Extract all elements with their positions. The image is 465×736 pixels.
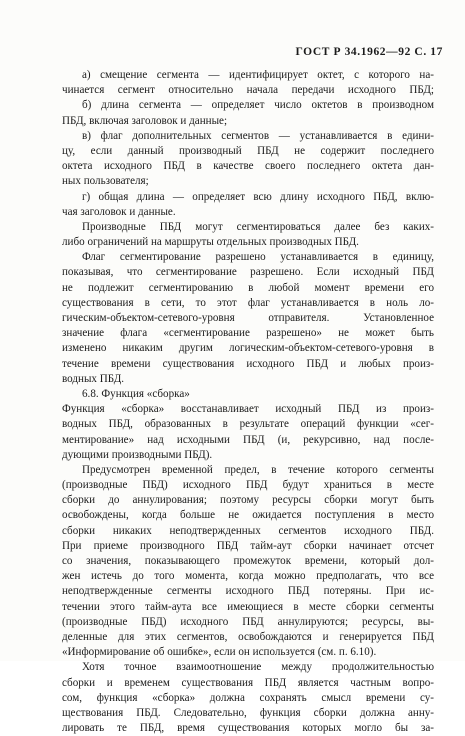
text-line: Предусмотрен временной предел, в течение которого сегменты [82, 463, 434, 476]
text-line: Хотя точное взаимоотношение между продолжительностью [82, 661, 434, 674]
text-line: ментирование» над исходными ПБД (и, рекурсивно, над после- [62, 433, 434, 446]
text-line: в) флаг дополнительных сегментов — устанавливается в едини- [82, 129, 434, 142]
text-line: изменено никаким другим логическим-объектом-сетевого-уровня в [62, 342, 434, 355]
text-line: ПБД, включая заголовок и данные; [62, 114, 228, 127]
text-line: водных ПБД, образованных в результате операций функции «сег- [62, 418, 434, 431]
text-line: сом, функция «сборка» должна сохранять смысл времени су- [62, 691, 434, 704]
page-header: ГОСТ Р 34.1962—92 С. 17 [295, 46, 443, 58]
text-line: освобождены, когда больше не ожидается поступления в место [62, 509, 434, 522]
text-line: не подлежит сегментированию в любой момент времени его [62, 281, 434, 294]
text-line: со значения, показывающего промежуток времени, который дол- [62, 555, 434, 567]
text-line: значение флага «сегментирование разрешено» не может быть [62, 327, 434, 340]
text-line: октета исходного ПБД в качестве своего последнего октета дан- [62, 160, 434, 173]
text-line: г) общая длина — определяет всю длину исходного ПБД, вклю- [82, 190, 434, 203]
text-line: сборки до аннулирования; поэтому ресурсы сборки могут быть [62, 494, 434, 507]
text-line: (производные ПБД) исходного ПБД аннулируются; ресурсы, вы- [62, 615, 434, 628]
text-line: «Информирование об ошибке», если он используется (см. п. 6.10). [62, 646, 377, 659]
body-text [62, 68, 434, 736]
text-line: а) смещение сегмента — идентифицирует октет, с которого на- [82, 69, 434, 81]
text-line: чинается сегмент относительно начала передачи исходного ПБД; [62, 84, 434, 97]
text-line: лировать те ПБД, время существования которых могло бы за- [62, 722, 434, 735]
text-line: ществования ПБД. Следовательно, функция сборки должна анну- [62, 706, 434, 719]
text-line: сборки никаких неподтвержденных сегментов исходного ПБД. [62, 524, 434, 537]
text-line: существования в сети, то этот флаг устанавливается в ноль ло- [62, 296, 434, 309]
text-line: б) длина сегмента — определяет число октетов в производном [82, 99, 434, 112]
text-line: 6.8. Функция «сборка» [82, 387, 190, 400]
text-line: Флаг сегментирование разрешено устанавливается в единицу, [82, 251, 434, 264]
text-line: либо ограничений на маршруты отдельных производных ПБД. [62, 236, 359, 249]
text-line: гическим-объектом-сетевого-уровня отправителя. Установленное [62, 312, 434, 324]
text-line: сборки и временем существования ПБД является частным вопро- [62, 676, 434, 689]
text-line: Производные ПБД могут сегментироваться далее без каких- [82, 220, 434, 233]
text-line: При приеме производного ПБД тайм-аут сборки начинает отсчет [62, 539, 434, 552]
text-line: (производные ПБД) исходного ПБД будут храниться в месте [62, 479, 434, 492]
text-line: водных ПБД. [62, 372, 125, 385]
text-line: деленные для этих сегментов, освобождаются и генерируется ПБД [62, 630, 434, 643]
text-line: Функция «сборка» восстанавливает исходный ПБД из произ- [62, 403, 434, 416]
text-line: дующими производными ПБД). [62, 448, 213, 461]
text-line: жен истечь до того момента, когда можно предполагать, что все [62, 570, 434, 583]
text-line: чая заголовок и данные. [62, 205, 176, 218]
text-line: течение времени существования исходного ПБД и любых произ- [62, 357, 434, 370]
text-line: цу, если данный производный ПБД не содержит последнего [62, 144, 434, 157]
text-line: показывая, что сегментирование разрешено. Если исходный ПБД [62, 266, 434, 279]
text-line: неподтвержденные сегменты исходного ПБД потеряны. При ис- [62, 585, 434, 598]
text-line: течении этого тайм-аута все имеющиеся в месте сборки сегменты [62, 600, 434, 613]
text-line: ных пользователя; [62, 175, 149, 188]
